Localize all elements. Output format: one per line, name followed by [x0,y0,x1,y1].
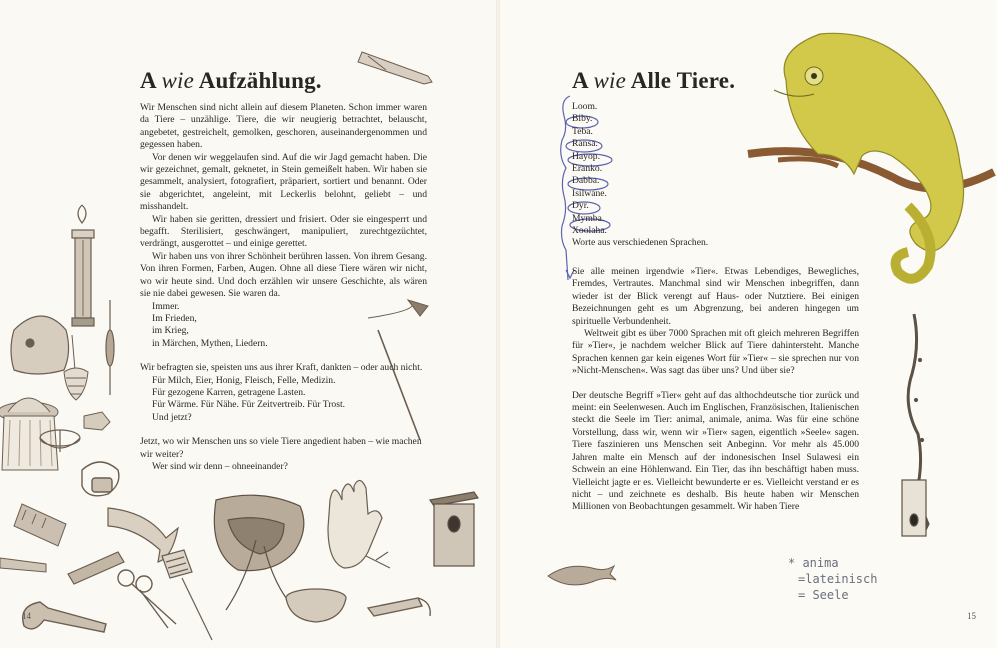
chameleon-icon [748,33,994,278]
left-paragraph: Vor denen wir weggelaufen sind. Auf die wir Jagd gemacht haben. Die wir gezeichnet, gemalt, geknetet, in Stein gemeißelt haben. Wir haben sie gesammelt, analysiert, fotografiert, präpariert, sortiert und benannt. Oder sie abgerichtet, angeleint, mit Leckerlis belohnt, geliebt – und misshandelt. [140,151,427,213]
halter-icon [82,462,119,496]
fishing-float-icon [106,300,114,395]
left-paragraph: Wir haben sie geritten, dressiert und frisiert. Oder sie eingesperrt und begafft. Sterilisiert, geschwängert, manipuliert, zurechtgezüchtet, verdrängt, ausgerottet – und einige gerettet. [140,213,427,250]
note-line: * anima [788,556,839,570]
verse-line: Im Frieden, [152,312,197,324]
tool-icon [0,558,46,572]
list-line: Für Milch, Eier, Honig, Fleisch, Felle, Medizin. [152,374,336,386]
nest-box-icon [430,492,478,566]
animal-word: Biby. [572,113,593,125]
animal-words-list [572,101,708,250]
animal-word: Teba. [572,125,593,137]
animal-word: Dyr. [572,200,589,212]
fly-swatter-icon [162,550,212,640]
left-title-word: Aufzählung. [198,68,322,93]
animal-word: Hayop. [572,150,600,162]
beekeeper-hat-icon [0,398,58,470]
brush-icon [14,504,66,546]
food-bowl-icon [286,589,346,622]
scissors-icon [118,570,176,628]
tool-hook-icon [368,598,430,616]
left-paragraph: Jetzt, wo wir Menschen uns so viele Tiere angedient haben – wie machen wir weiter? [140,436,422,460]
left-title-wie: wie [161,68,195,93]
list-line: Für gezogene Karren, getragene Lasten. [152,386,306,398]
animal-word: Xoolaha. [572,225,607,237]
left-title [140,68,322,94]
right-paragraph: Sie alle meinen irgendwie »Tier«. Etwas Lebendiges, Bewegliches, Fremdes, Vertrautes. Manchmal sind wir Menschen inbegriffen, dann wieder ist der Blick verengt auf Haus- oder Nutztiere. Bei einigen Bezeichnungen geht es um Abgrenzung, bei anderen hingegen um spirituelle Verbundenheit. [572,266,859,327]
animal-word: Loom. [572,101,598,112]
handwritten-note [788,555,877,603]
left-title-letter: A [140,68,156,93]
right-body [572,266,859,514]
animal-word: Isilwane. [572,187,607,199]
animal-word: Ransa. [572,138,598,150]
left-paragraph: Wir befragten sie, speisten uns aus ihrer Kraft, dankten – oder auch nicht. [140,362,423,374]
right-paragraph: Der deutsche Begriff »Tier« geht auf das althochdeutsche tior zurück und meint: ein Seelenwesen. Auch im Englischen, Französischen, Italienischen steckt die Seele im Tier: animal, animale, anima. Was für eine schöne Vorstellung, dass wir, wenn wir »Tier« sagen, eigentlich »Seele« sagen. Tiere faszinieren uns Menschen seit Anbeginn. Vor mehr als 45.000 Jahren malte ein Mensch auf der indonesischen Insel Sulawesi ein Schwein an eine Höhlenwand. Ein Tier, das ihn beschäftigt haben muss. Vielleicht jagte er es. Vielleicht bewunderte er es. Vielleicht verstand er es nicht – und zeichnete es deshalb. Bis heute haben wir Menschen Millionen von Beobachtungen gesammelt. Wir haben Tiere [572,389,859,513]
glove-icon [328,480,390,568]
pen-icon [358,52,432,84]
left-paragraph: Wir haben uns von ihrer Schönheit berühren lassen. Von ihrem Gesang. Von ihren Formen, Farben, Augen. Ohne all diese Tiere wären wir nicht, wo wir heute sind. Und doch erzählen wir unsere Geschichte, als wären sie nie dabei gewesen. Sie waren da. [140,250,427,300]
right-paragraph: Weltweit gibt es über 7000 Sprachen mit oft gleich mehreren Begriffen für »Tier«, je nachdem welcher Blick auf Tiere dahintersteht. Manche Sprachen kennen gar kein eigenes Wort für »Tier« – sie sprechen nur von »Nicht-Menschen«. Was sagt das über uns? Und über sie? [572,328,859,377]
insect-tube-icon [902,314,928,536]
animal-word: Mymba. [572,212,605,224]
right-title-letter: A [572,68,588,93]
left-paragraph: Wer sind wir denn – ohneeinander? [152,460,288,472]
right-title [572,68,735,94]
verse-line: im Krieg, [152,325,189,337]
whistle-icon [84,412,110,430]
list-line: Für Wärme. Für Nähe. Für Zeitvertreib. Für Trost. [152,399,346,411]
animal-word: Dabba. [572,175,600,187]
page-number-left: 14 [22,611,31,621]
left-body [140,102,427,473]
note-line: =lateinisch [798,572,878,586]
animal-word: Eranko. [572,163,603,175]
page-number-right: 15 [967,611,976,621]
list-line: Und jetzt? [152,411,192,423]
cap-icon [11,316,69,374]
right-title-word: Alle Tiere. [630,68,736,93]
dog-leash-icon [68,552,124,584]
hoof-pick-icon [23,602,106,632]
left-paragraph: Wir Menschen sind nicht allein auf diesem Planeten. Schon immer waren da Tiere – unzählige. Tiere, die wir neugierig betrachtet, belauscht, angebetet, gestreichelt, gemolken, geschoren, auseinandergenommen und gegessen haben. [140,102,427,151]
right-title-wie: wie [593,68,627,93]
bird-feeder-icon [72,205,94,326]
verse-line: in Märchen, Mythen, Liedern. [152,337,268,349]
fish-icon [548,566,616,585]
verse-line: Immer. [152,300,180,312]
words-caption: Worte aus verschiedenen Sprachen. [572,237,709,249]
note-line: = Seele [798,588,849,602]
